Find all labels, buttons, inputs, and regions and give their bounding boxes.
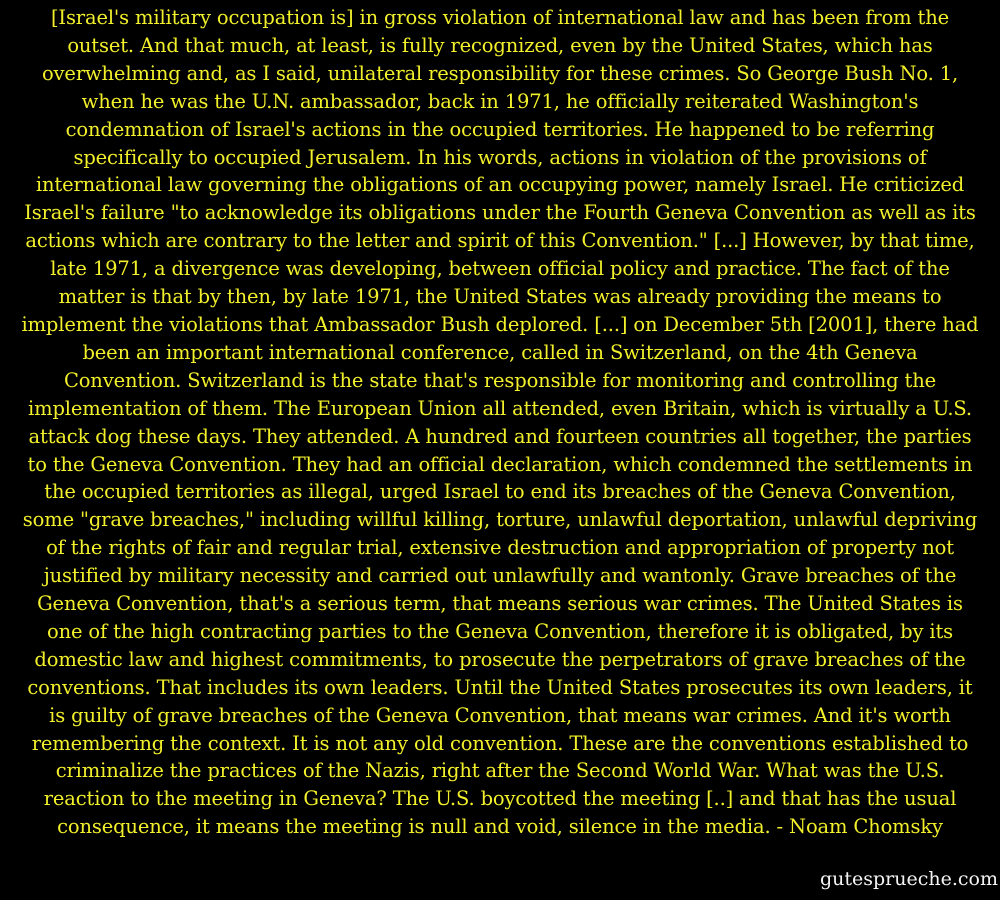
quote-line: domestic law and highest commitments, to prosecute the perpetrators of grave breaches of the: [34, 647, 966, 671]
quote-line: specifically to occupied Jerusalem. In his words, actions in violation of the provisions of: [73, 145, 927, 169]
quote-line: justified by military necessity and carried out unlawfully and wantonly. Grave breaches of the: [43, 564, 957, 588]
quote-line: remembering the context. It is not any old convention. These are the conventions established to: [31, 731, 969, 755]
watermark: gutesprueche.com: [819, 868, 998, 890]
quote-line: implement the violations that Ambassador Bush deplored. [...] on December 5th [2001], there had: [21, 312, 979, 336]
quote-line: Israel's failure "to acknowledge its obligations under the Fourth Geneva Convention as well as its: [24, 201, 976, 225]
quote-line: Convention. Switzerland is the state that's responsible for monitoring and controlling the: [63, 368, 937, 392]
quote-line: Geneva Convention, that's a serious term, that means serious war crimes. The United States is: [37, 592, 963, 616]
quote-text: [0, 4, 1000, 841]
quote-line: actions which are contrary to the letter and spirit of this Convention." [...] However, by that time,: [25, 229, 975, 253]
quote-line: consequence, it means the meeting is null and void, silence in the media. - Noam Chomsky: [57, 815, 943, 839]
quote-line: to the Geneva Convention. They had an official declaration, which condemned the settlements in: [27, 452, 973, 476]
quote-line: one of the high contracting parties to the Geneva Convention, therefore it is obligated, by its: [46, 619, 954, 643]
quote-line: some "grave breaches," including willful killing, torture, unlawful deportation, unlawful depriving: [22, 508, 978, 532]
quote-line: condemnation of Israel's actions in the occupied territories. He happened to be referring: [65, 117, 935, 141]
quote-line: when he was the U.N. ambassador, back in 1971, he officially reiterated Washington's: [81, 89, 919, 113]
quote-line: international law governing the obligations of an occupying power, namely Israel. He criticized: [35, 173, 965, 197]
quote-line: late 1971, a divergence was developing, between official policy and practice. The fact of the: [50, 257, 950, 281]
quote-line: matter is that by then, by late 1971, the United States was already providing the means to: [58, 285, 942, 309]
quote-line: of the rights of fair and regular trial, extensive destruction and appropriation of property not: [46, 536, 954, 560]
quote-line: conventions. That includes its own leaders. Until the United States prosecutes its own leaders, it: [27, 675, 973, 699]
quote-line: attack dog these days. They attended. A hundred and fourteen countries all together, the parties: [28, 424, 972, 448]
quote-line: overwhelming and, as I said, unilateral responsibility for these crimes. So George Bush No. 1,: [41, 61, 959, 85]
quote-line: is guilty of grave breaches of the Geneva Convention, that means war crimes. And it's worth: [49, 703, 951, 727]
quote-line: criminalize the practices of the Nazis, right after the Second World War. What was the U.S.: [55, 759, 945, 783]
quote-line: [Israel's military occupation is] in gross violation of international law and has been from the: [50, 6, 950, 29]
quote-line: reaction to the meeting in Geneva? The U.S. boycotted the meeting [..] and that has the usual: [43, 787, 957, 811]
quote-line: implementation of them. The European Union all attended, even Britain, which is virtually a U.S.: [28, 396, 972, 420]
quote-line: the occupied territories as illegal, urged Israel to end its breaches of the Geneva Convention,: [44, 480, 956, 504]
quote-line: outset. And that much, at least, is fully recognized, even by the United States, which has: [67, 33, 933, 57]
quote-line: been an important international conference, called in Switzerland, on the 4th Geneva: [82, 340, 918, 364]
